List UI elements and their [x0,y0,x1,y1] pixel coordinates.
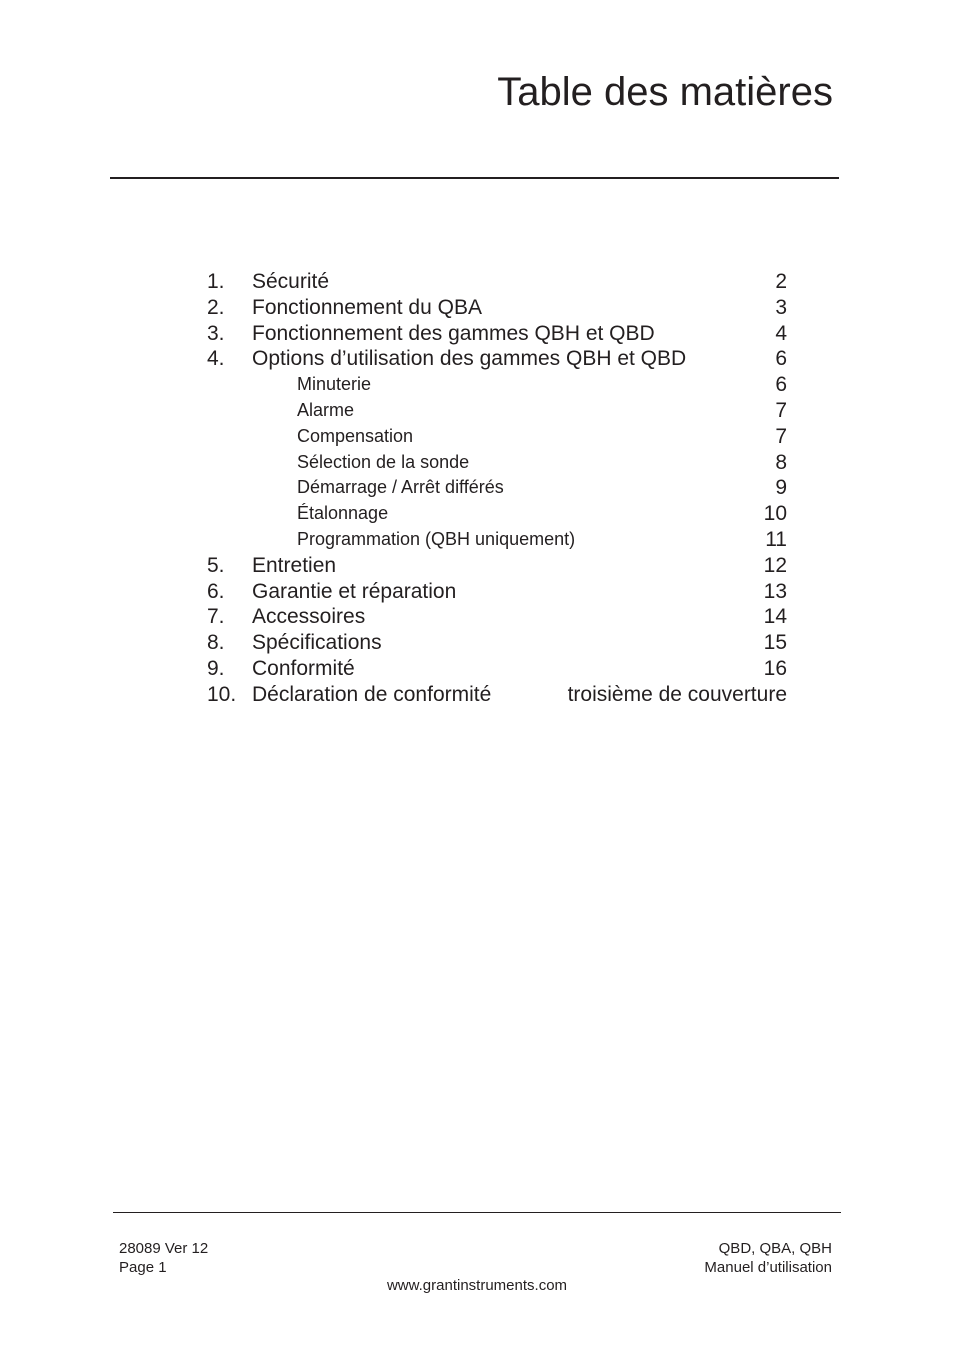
toc-entry-number: 5. [207,553,225,577]
toc-subentry[interactable] [207,424,787,450]
toc-entry-label: Garantie et réparation [252,579,457,603]
toc-entry[interactable] [207,321,787,347]
toc-entry[interactable] [207,604,787,630]
toc-subentry-label: Programmation (QBH uniquement) [297,528,576,549]
toc-entry-label: Déclaration de conformité [252,682,492,706]
toc-subentry-page: 6 [775,373,787,397]
toc-entry-page: 13 [763,579,787,603]
website-link[interactable]: www.grantinstruments.com [386,1277,568,1294]
toc-entry-label: Options d’utilisation des gammes QBH et QBD [252,347,687,371]
toc-entry-page: 2 [775,270,787,293]
toc-subentry-label: Étalonnage [297,503,389,524]
toc-entry-number: 1. [207,270,225,293]
toc-subentry-page: 9 [775,476,787,500]
toc-entry[interactable] [207,630,787,656]
toc-entry-number: 8. [207,631,225,655]
toc-subentry[interactable] [207,501,787,527]
toc-entry-label: Entretien [252,553,337,577]
toc-entry-number: 9. [207,656,225,680]
doc-version: 28089 Ver 12 [119,1240,209,1257]
footer-right [704,1239,832,1277]
toc-subentry-page: 8 [775,450,787,474]
toc-subentry-page: 10 [763,502,787,526]
toc-subentry-page: 7 [775,424,787,448]
toc-subentry[interactable] [207,398,787,424]
toc-subentry-page: 11 [765,527,787,551]
toc-subentry-page: 7 [775,398,787,422]
toc-entry-label: Spécifications [252,631,382,655]
toc-entry-label: Sécurité [252,270,330,293]
toc-subentry-label: Sélection de la sonde [297,451,470,472]
toc-subentry[interactable] [207,475,787,501]
toc-entry-page: 4 [775,321,787,345]
toc-entry[interactable] [207,579,787,605]
toc-entry-label: Fonctionnement des gammes QBH et QBD [252,321,655,345]
product-models: QBD, QBA, QBH [718,1240,832,1257]
footer-left [119,1239,208,1277]
toc-subentry-label: Compensation [297,425,414,446]
manual-label: Manuel d’utilisation [704,1259,832,1276]
toc-entry-label: Accessoires [252,605,366,629]
toc-entry[interactable] [207,656,787,682]
toc-subentry[interactable] [207,527,787,553]
toc-subentry[interactable] [207,372,787,398]
toc-entry-number: 6. [207,579,225,603]
toc-entry-number: 4. [207,347,225,371]
toc-entry-number: 3. [207,321,225,345]
toc-entry-page: 3 [775,295,787,319]
toc-entry[interactable] [207,682,787,708]
toc-entry-page: 15 [763,631,787,655]
page-title: Table des matières [497,70,833,114]
toc-entry-page: 12 [763,553,787,577]
title-divider [110,177,839,179]
table-of-contents [207,269,787,708]
toc-entry-page: 14 [763,605,787,629]
toc-entry-page: 6 [775,347,787,371]
toc-entry[interactable] [207,553,787,579]
toc-subentry-label: Démarrage / Arrêt différés [297,477,504,498]
page-number: Page 1 [119,1259,167,1276]
toc-entry-page: 16 [763,656,787,680]
toc-entry-number: 2. [207,295,225,319]
toc-entry-label: Conformité [252,656,355,680]
toc-entry[interactable] [207,295,787,321]
toc-entry-label: Fonctionnement du QBA [252,295,482,319]
toc-entry-number: 10. [207,682,237,706]
toc-subentry[interactable] [207,450,787,476]
toc-entry-number: 7. [207,605,225,629]
toc-entry[interactable] [207,269,787,295]
toc-subentry-label: Minuterie [297,374,372,395]
footer-divider [113,1212,841,1213]
toc-entry-page: troisième de couverture [567,682,787,706]
toc-entry[interactable] [207,346,787,372]
toc-subentry-label: Alarme [297,399,355,420]
